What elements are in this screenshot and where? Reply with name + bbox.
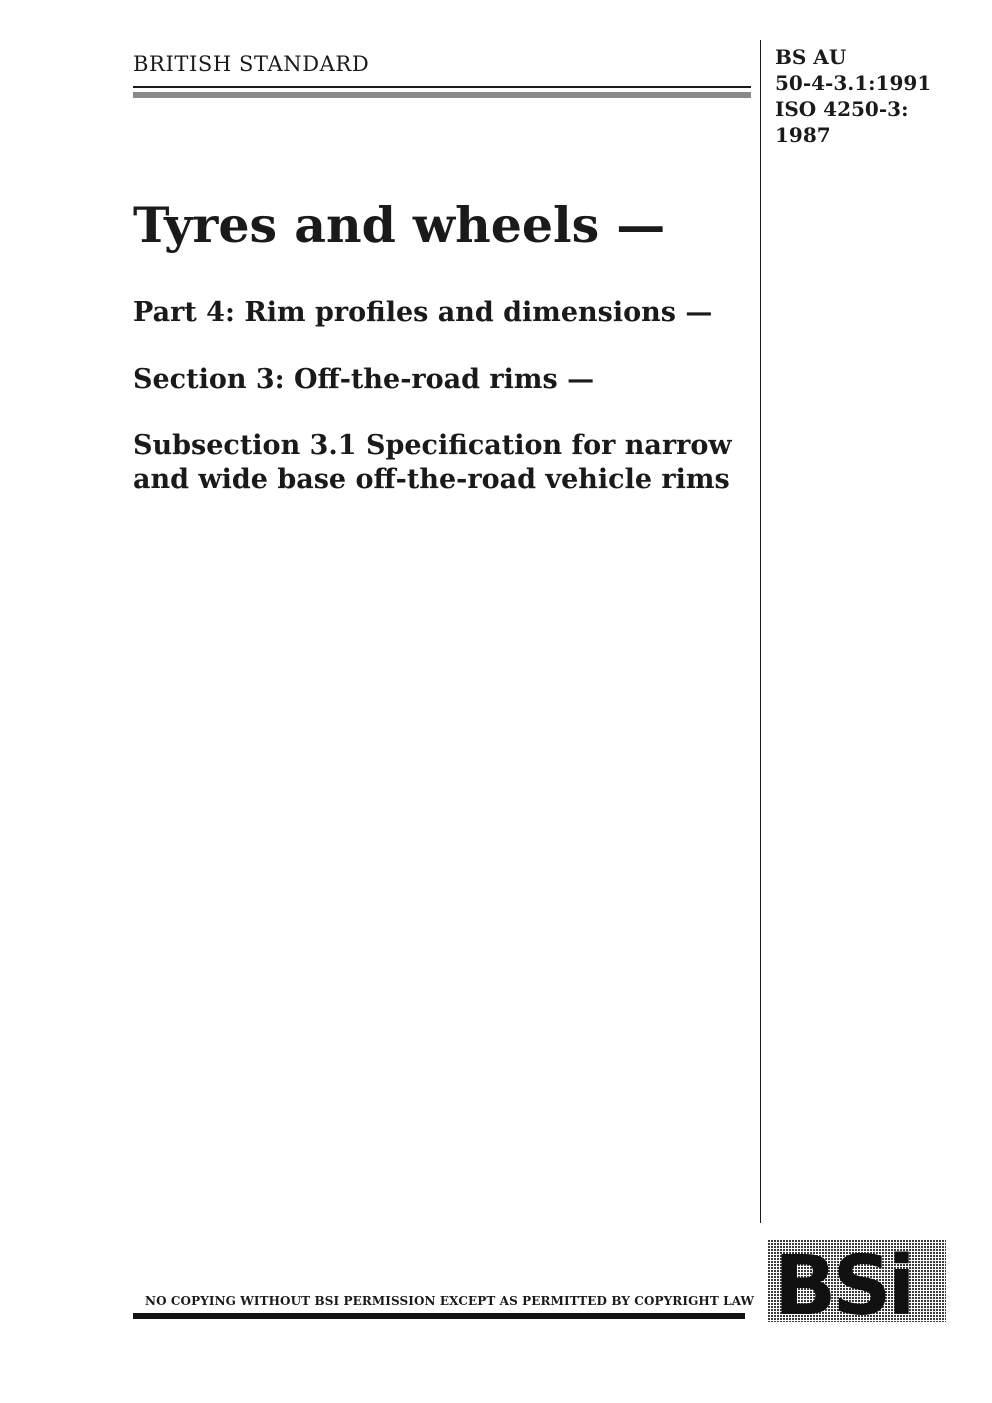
vertical-divider — [760, 40, 761, 1223]
reference-line: 1987 — [775, 123, 831, 147]
section-heading: Section 3: Off-the-road rims — — [133, 364, 595, 395]
bsi-logo-icon — [768, 1240, 946, 1322]
part-heading: Part 4: Rim profiles and dimensions — — [133, 297, 713, 328]
copyright-notice: NO COPYING WITHOUT BSI PERMISSION EXCEPT AS PERMITTED BY COPYRIGHT LAW — [145, 1294, 755, 1308]
header-rule-thin — [133, 86, 751, 88]
standard-reference — [775, 44, 931, 148]
reference-line: BS AU — [775, 45, 847, 69]
subsection-heading: Subsection 3.1 Specification for narrow and wide base off-the-road vehicle rims — [133, 430, 732, 495]
reference-line: ISO 4250-3: — [775, 97, 909, 121]
standard-type-label: BRITISH STANDARD — [133, 52, 370, 76]
footer-rule — [133, 1313, 745, 1319]
header-rule-thick — [133, 92, 751, 98]
svg-text:BSi: BSi — [774, 1240, 912, 1322]
reference-line: 50-4-3.1:1991 — [775, 71, 932, 95]
document-title: Tyres and wheels — — [133, 196, 666, 254]
